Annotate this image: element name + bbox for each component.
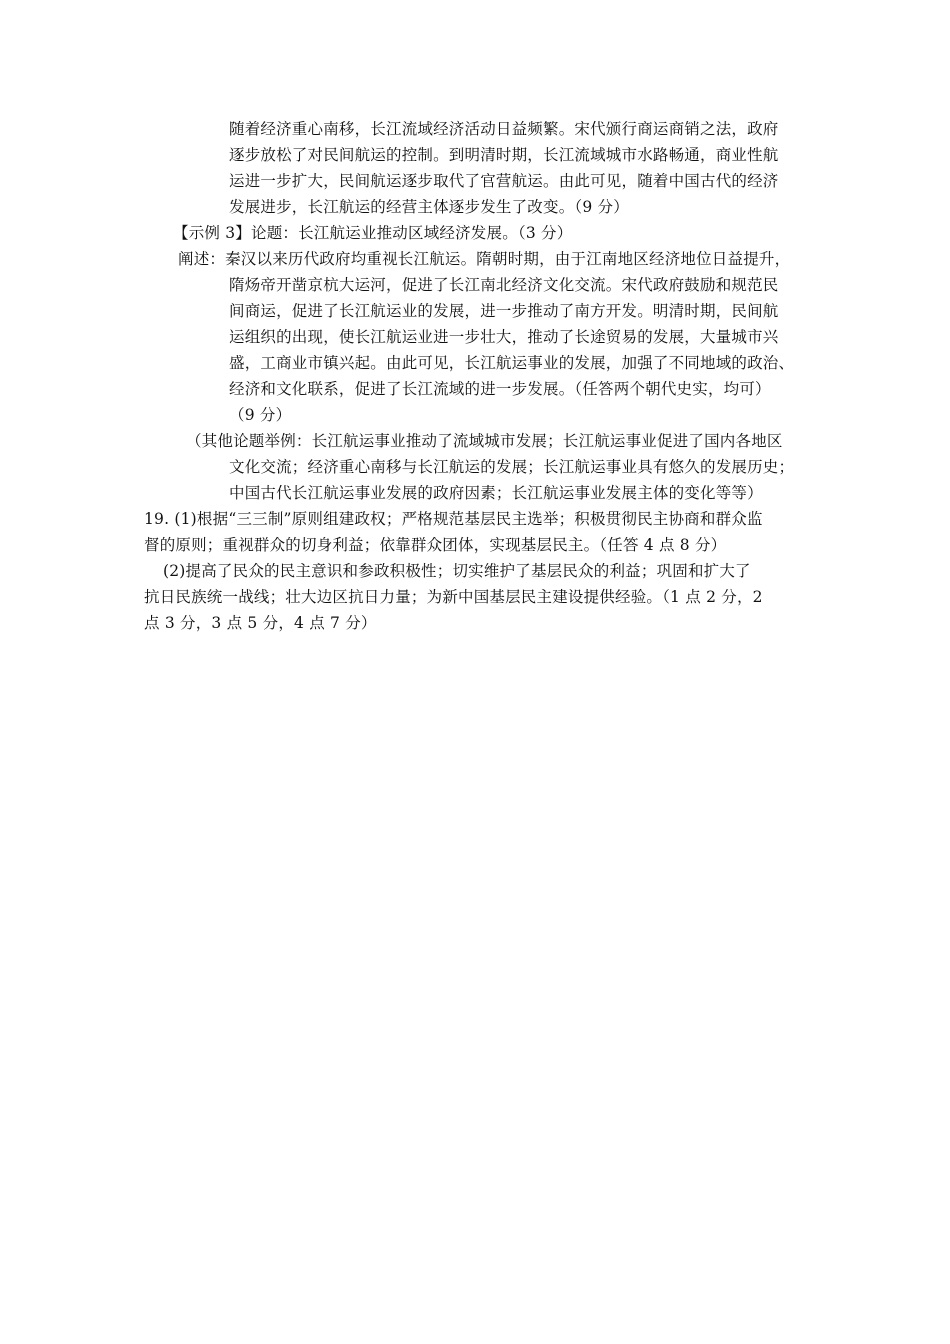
paragraph-line: 盛，工商业市镇兴起。由此可见，长江航运事业的发展，加强了不同地域的政治、 [229,354,795,372]
question-19-line: 19. (1)根据“三三制”原则组建政权；严格规范基层民主选举；积极贯彻民主协商和群众监 [144,510,763,528]
paragraph-line: 阐述：秦汉以来历代政府均重视长江航运。隋朝时期，由于江南地区经济地位日益提升， [178,250,791,268]
paragraph-line: (2)提高了民众的民主意识和参政积极性；切实维护了基层民众的利益；巩固和扩大了 [163,562,751,580]
paragraph-line: 逐步放松了对民间航运的控制。到明清时期，长江流域城市水路畅通，商业性航 [229,146,779,164]
paragraph-line: 发展进步，长江航运的经营主体逐步发生了改变。（9 分） [229,198,629,216]
paragraph-line: （其他论题举例：长江航运事业推动了流域城市发展；长江航运事业促进了国内各地区 [186,432,783,450]
paragraph-line: 督的原则；重视群众的切身利益；依靠群众团体，实现基层民主。（任答 4 点 8 分） [144,536,727,554]
paragraph-line: 经济和文化联系，促进了长江流域的进一步发展。（任答两个朝代史实，均可） [229,380,771,398]
paragraph-line: 中国古代长江航运事业发展的政府因素；长江航运事业发展主体的变化等等） [229,484,763,502]
paragraph-line: 随着经济重心南移，长江流域经济活动日益频繁。宋代颁行商运商销之法，政府 [229,120,779,138]
paragraph-line: 点 3 分，3 点 5 分，4 点 7 分） [144,614,377,632]
paragraph-line: 间商运，促进了长江航运业的发展，进一步推动了南方开发。明清时期，民间航 [229,302,779,320]
paragraph-line: 文化交流；经济重心南移与长江航运的发展；长江航运事业具有悠久的发展历史； [229,458,795,476]
example-heading: 【示例 3】论题：长江航运业推动区域经济发展。（3 分） [173,224,573,242]
paragraph-line: 抗日民族统一战线；壮大边区抗日力量；为新中国基层民主建设提供经验。（1 点 2 分，2 [144,588,763,606]
paragraph-line: 运组织的出现，使长江航运业进一步壮大，推动了长途贸易的发展，大量城市兴 [229,328,779,346]
paragraph-line: 隋炀帝开凿京杭大运河，促进了长江南北经济文化交流。宋代政府鼓励和规范民 [229,276,779,294]
paragraph-line: （9 分） [229,406,292,424]
paragraph-line: 运进一步扩大，民间航运逐步取代了官营航运。由此可见，随着中国古代的经济 [229,172,779,190]
